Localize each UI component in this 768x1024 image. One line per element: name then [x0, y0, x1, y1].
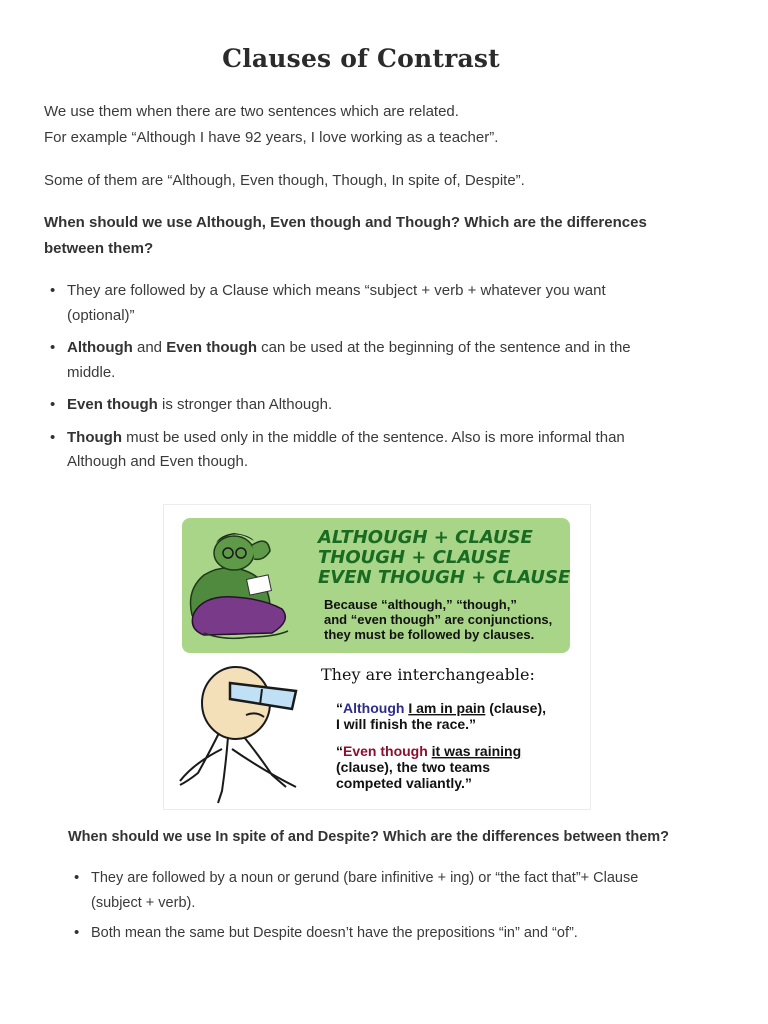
bullet-text: They are followed by a noun or gerund (bare infinitive + ing) or “the fact that”+ Clause (subject + verb).	[91, 870, 639, 911]
example-1-line-2: I will finish the race.”	[336, 716, 477, 732]
bullet-text: Both mean the same but Despite doesn’t have the prepositions “in” and “of”.	[91, 925, 578, 941]
interchangeable-heading: They are interchangeable:	[321, 665, 535, 684]
bold-term: Although	[67, 339, 133, 356]
intro-line-1: We use them when there are two sentences which are related.	[44, 103, 459, 120]
conjunctions-infographic	[163, 504, 591, 810]
example-2-line-3: competed valiantly.”	[336, 775, 472, 791]
bullet-list-despite	[68, 866, 668, 954]
example-1-line-1: “Although I am in pain (clause),	[336, 700, 547, 716]
meme-face-illustration	[180, 667, 296, 803]
intro-line-3: Some of them are “Although, Even though, Though, In spite of, Despite”.	[44, 172, 525, 189]
bullet-text: and	[132, 339, 167, 356]
list-item	[44, 336, 664, 385]
bullet-text: can be used at the beginning of the sentence and in the middle.	[67, 339, 631, 381]
list-item	[68, 866, 668, 915]
list-item	[44, 279, 664, 328]
bullet-text: is stronger than Although.	[157, 396, 333, 413]
bold-term: Even though	[166, 339, 258, 356]
bold-term: Though	[67, 428, 122, 446]
example-2-line-2: (clause), the two teams	[336, 759, 491, 775]
list-item	[44, 393, 664, 418]
question-despite: When should we use In spite of and Despite? Which are the differences between them?	[68, 829, 670, 845]
example-2-line-1: “Even though it was raining	[336, 743, 522, 759]
note-line-1: Because “although,” “though,”	[324, 597, 517, 612]
question-although: When should we use Although, Even though and Though? Which are the differences between them?	[44, 214, 647, 257]
note-line-2: and “even though” are conjunctions,	[324, 612, 553, 627]
rule-line-2: THOUGH + CLAUSE	[318, 547, 511, 568]
rule-line-3: EVEN THOUGH + CLAUSE	[318, 567, 571, 588]
rule-line-1: ALTHOUGH + CLAUSE	[318, 527, 533, 548]
intro-line-2: For example “Although I have 92 years, I love working as a teacher”.	[44, 129, 499, 146]
page-title: Clauses of Contrast	[222, 44, 500, 73]
bold-term: Even though	[67, 396, 158, 413]
list-item	[44, 426, 664, 475]
bullet-text: They are followed by a Clause which means “subject + verb + whatever you want (optional)”	[67, 282, 606, 324]
note-line-3: they must be followed by clauses.	[324, 627, 535, 642]
infographic-svg	[164, 505, 590, 809]
bullet-list-although	[44, 279, 664, 483]
bullet-text: must be used only in the middle of the sentence. Also is more informal than Although and Even though.	[67, 428, 625, 470]
list-item	[68, 921, 668, 946]
